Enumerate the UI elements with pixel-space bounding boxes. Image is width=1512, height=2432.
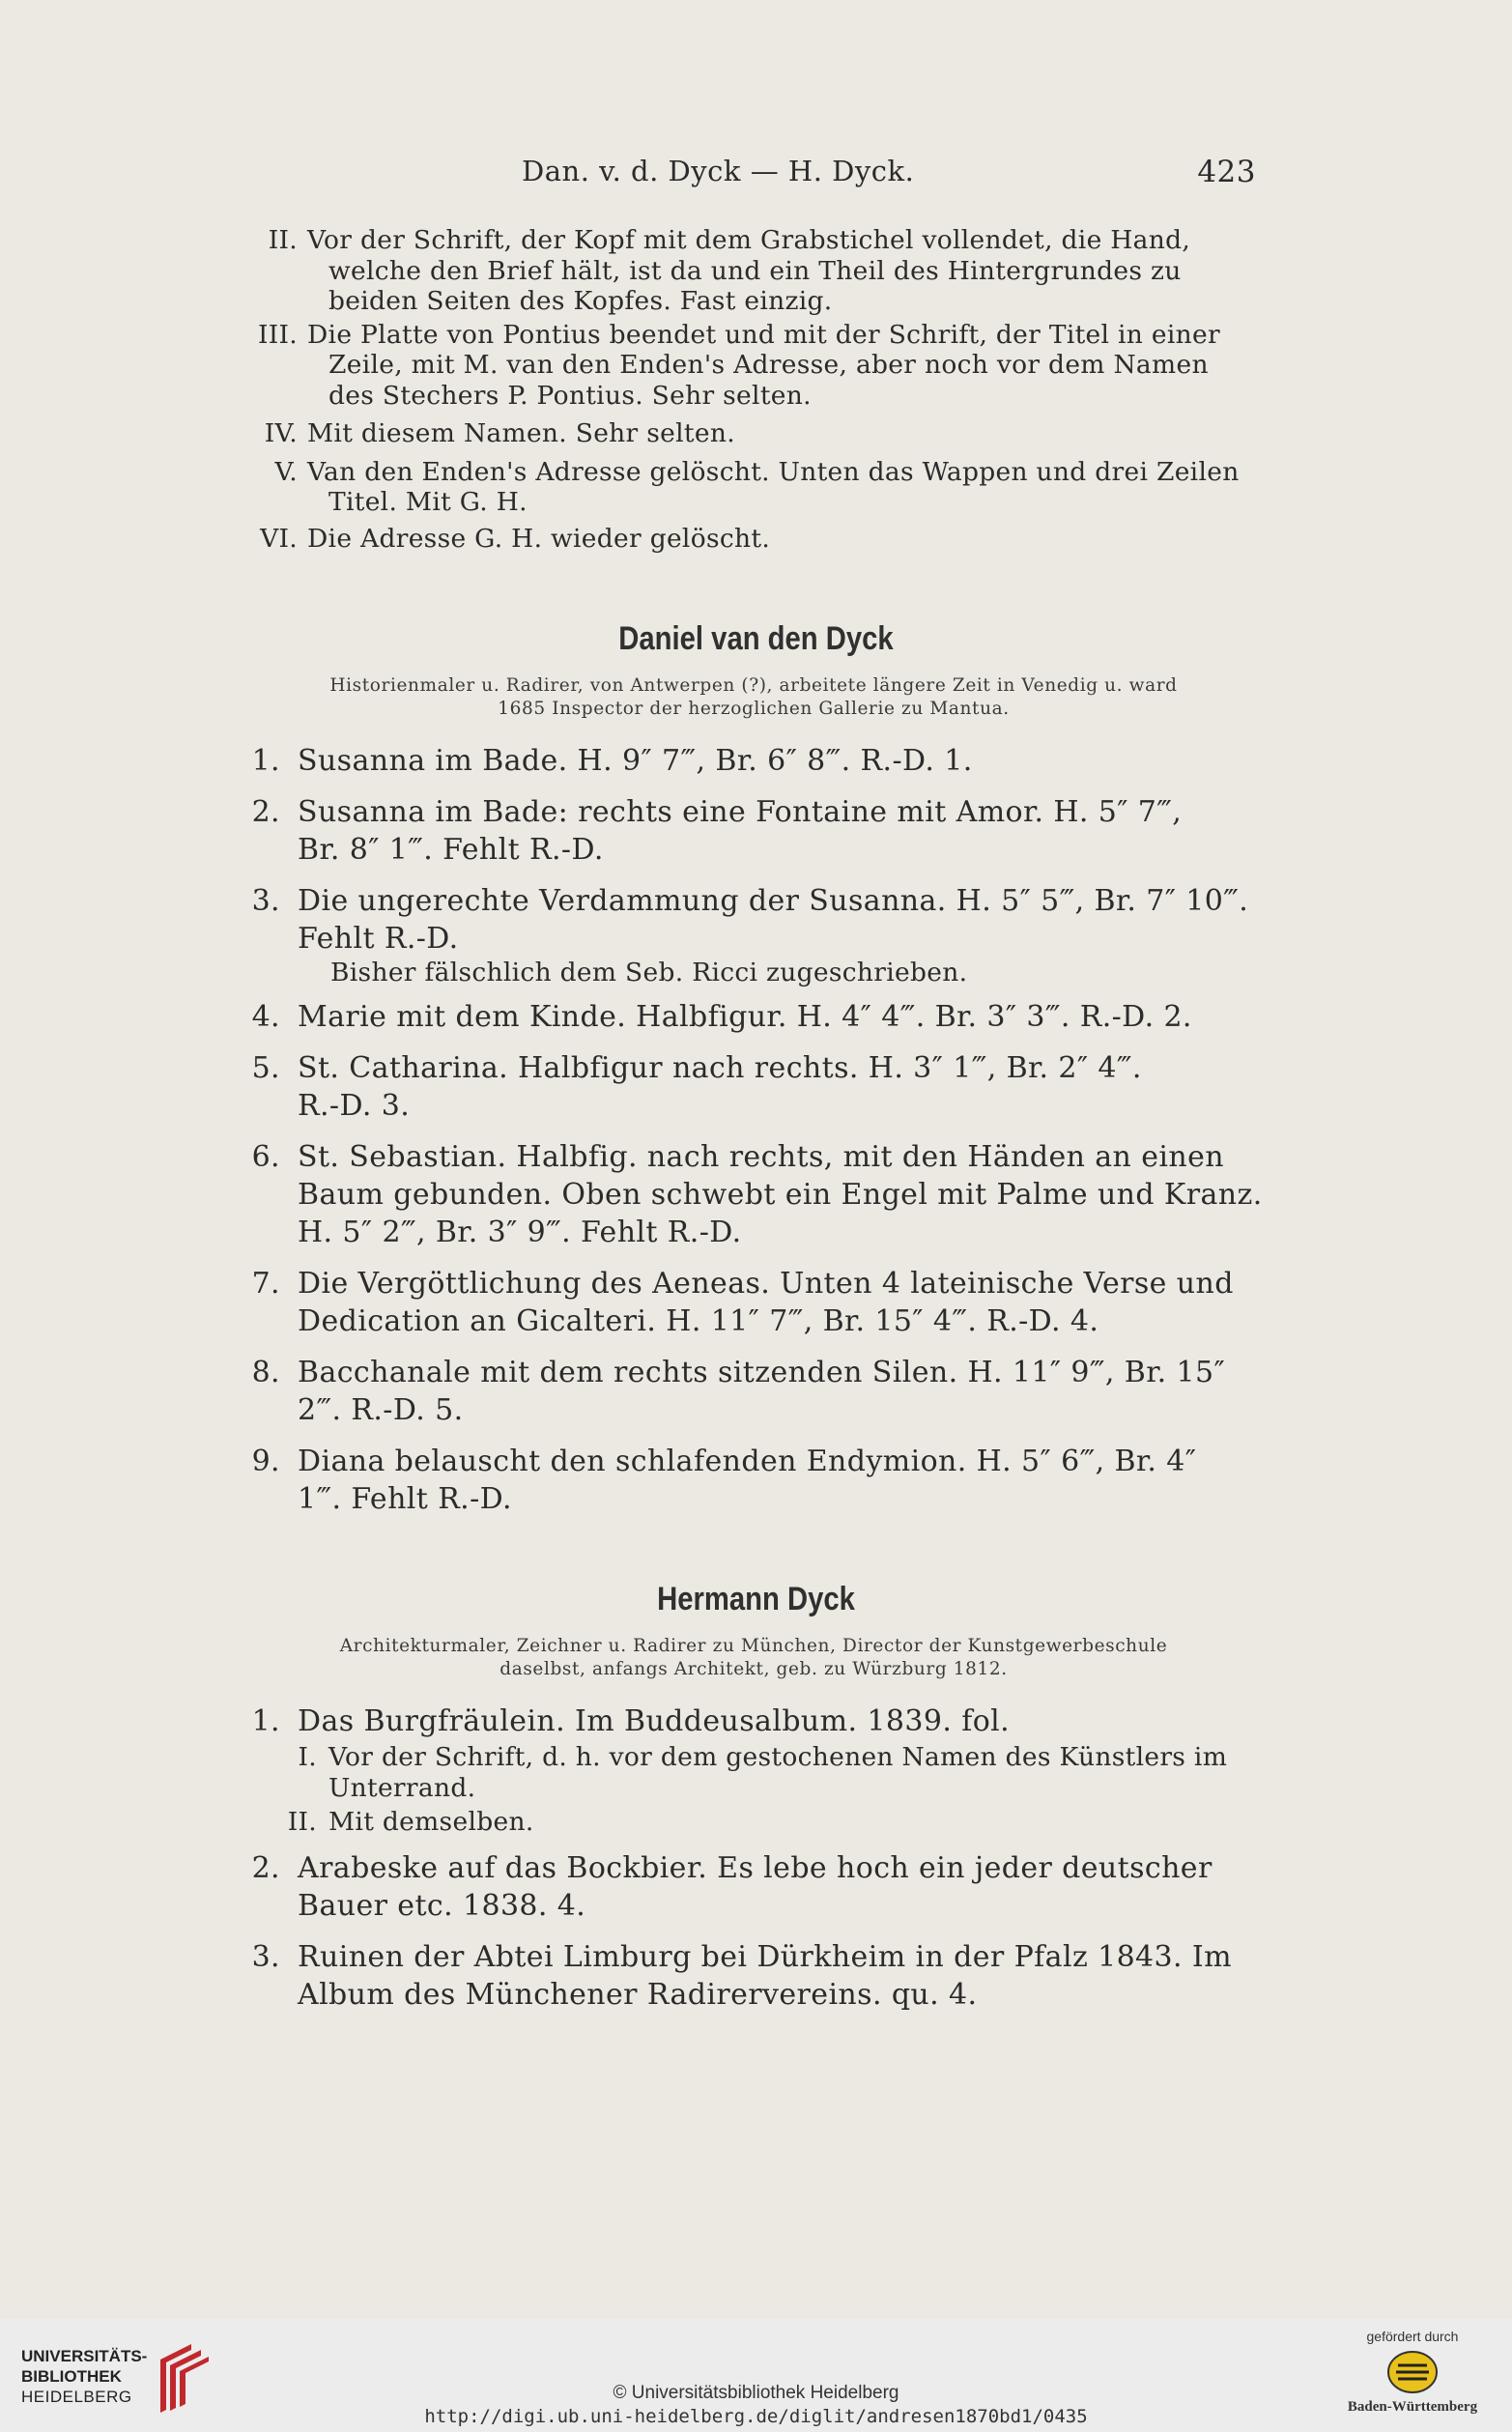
footer-bar (0, 2319, 1512, 2432)
state-item: III. Die Platte von Pontius beendet und mit der Schrift, der Titel in einer Zeile, mit M. van den Enden's Adresse, aber noch vor dem Namen des Stechers P. Pontius. Sehr selten. (257, 319, 1220, 411)
copyright-notice: © Universitätsbibliothek Heidelberg (613, 2383, 899, 2403)
state-item: I. Vor der Schrift, d. h. vor dem gestochenen Namen des Künstlers im Unterrand. (298, 1742, 1228, 1803)
sponsor-block (1340, 2329, 1485, 2416)
sponsor-label: gefördert durch (1366, 2329, 1459, 2344)
catalogue-entry: 1. Susanna im Bade. H. 9″ 7‴, Br. 6″ 8‴. R.-D. 1. (251, 744, 973, 778)
catalogue-entry: 5. St. Catharina. Halbfigur nach rechts. H. 3″ 1‴, Br. 2″ 4‴. R.-D. 3. (251, 1051, 1142, 1123)
running-header (522, 155, 1256, 193)
catalogue-entry: 2. Arabeske auf das Bockbier. Es lebe hoch ein jeder deutscher Bauer etc. 1838. 4. (251, 1850, 1212, 1923)
catalogue-entry: 9. Diana belauscht den schlafenden Endymion. H. 5″ 6‴, Br. 4″ 1‴. Fehlt R.-D. (251, 1445, 1197, 1516)
states-list (242, 1742, 1266, 1838)
section-heading-hermann: Hermann Dyck (657, 1581, 855, 1617)
catalogue-entries-daniel (242, 742, 1266, 1518)
catalogue-entry: 1. Das Burgfräulein. Im Buddeusalbum. 1839. fol. (251, 1704, 1011, 1738)
state-item: V. Van den Enden's Adresse gelöscht. Unten das Wappen und drei Zeilen Titel. Mit G. H. (274, 456, 1240, 517)
state-item: IV. Mit diesem Namen. Sehr selten. (264, 418, 735, 448)
entry-note: Bisher fälschlich dem Seb. Ricci zugeschrieben. (330, 958, 968, 987)
state-crest-icon (1386, 2350, 1439, 2394)
library-logo-text[interactable]: UNIVERSITÄTS- BIBLIOTHEK HEIDELBERG (21, 2347, 148, 2406)
permalink-url[interactable]: http://digi.ub.uni-heidelberg.de/diglit/andresen1870bd1/0435 (424, 2406, 1088, 2427)
catalogue-entry: 6. St. Sebastian. Halbfig. nach rechts, mit den Händen an einen Baum gebunden. Oben schwebt ein Engel mit Palme und Kranz. H. 5″ 2‴, Br. 3″ 9‴. Fehlt R.-D. (251, 1140, 1263, 1249)
state-item: II. Mit demselben. (287, 1807, 534, 1837)
section-heading-daniel: Daniel van den Dyck (618, 620, 894, 657)
catalogue-entry: 3. Die ungerechte Verdammung der Susanna. H. 5″ 5‴, Br. 7″ 10‴. Fehlt R.-D. Bisher fälschlich dem Seb. Ricci zugeschrieben. (242, 882, 1266, 988)
running-title: Dan. v. d. Dyck — H. Dyck. (522, 155, 915, 187)
artist-bio-daniel: Historienmaler u. Radirer, von Antwerpen (?), arbeitete längere Zeit in Venedig u. ward 1685 Inspector der herzoglichen Gallerie zu Mantua. (329, 675, 1178, 719)
library-logo-icon (153, 2340, 211, 2416)
catalogue-entry: 2. Susanna im Bade: rechts eine Fontaine mit Amor. H. 5″ 7‴, Br. 8″ 1‴. Fehlt R.-D. (251, 795, 1183, 867)
catalogue-entries-hermann (242, 1702, 1266, 2014)
page-number: 423 (1197, 155, 1256, 189)
catalogue-entry: 8. Bacchanale mit dem rechts sitzenden Silen. H. 11″ 9‴, Br. 15″ 2‴. R.-D. 5. (251, 1356, 1226, 1427)
catalogue-entry: 3. Ruinen der Abtei Limburg bei Dürkheim in der Pfalz 1843. Im Album des Münchener Radirervereins. qu. 4. (251, 1939, 1233, 2012)
catalogue-entry: 7. Die Vergöttlichung des Aeneas. Unten 4 lateinische Verse und Dedication an Gicalteri. H. 11″ 7‴, Br. 15″ 4‴. R.-D. 4. (251, 1267, 1234, 1338)
sponsor-name: Baden-Württemberg (1347, 2399, 1478, 2415)
state-item: VI. Die Adresse G. H. wieder gelöscht. (260, 523, 771, 554)
states-list-top (242, 225, 1266, 554)
catalogue-entry: 4. Marie mit dem Kinde. Halbfigur. H. 4″ 4‴. Br. 3″ 3‴. R.-D. 2. (251, 1000, 1192, 1034)
state-item: II. Vor der Schrift, der Kopf mit dem Grabstichel vollendet, die Hand, welche den Brief hält, ist da und ein Theil des Hintergrundes zu beiden Seiten des Kopfes. Fast einzig. (268, 225, 1191, 316)
artist-bio-hermann: Architekturmaler, Zeichner u. Radirer zu München, Director der Kunstgewerbeschule daselbst, anfangs Architekt, geb. zu Würzburg 1812. (339, 1636, 1168, 1679)
